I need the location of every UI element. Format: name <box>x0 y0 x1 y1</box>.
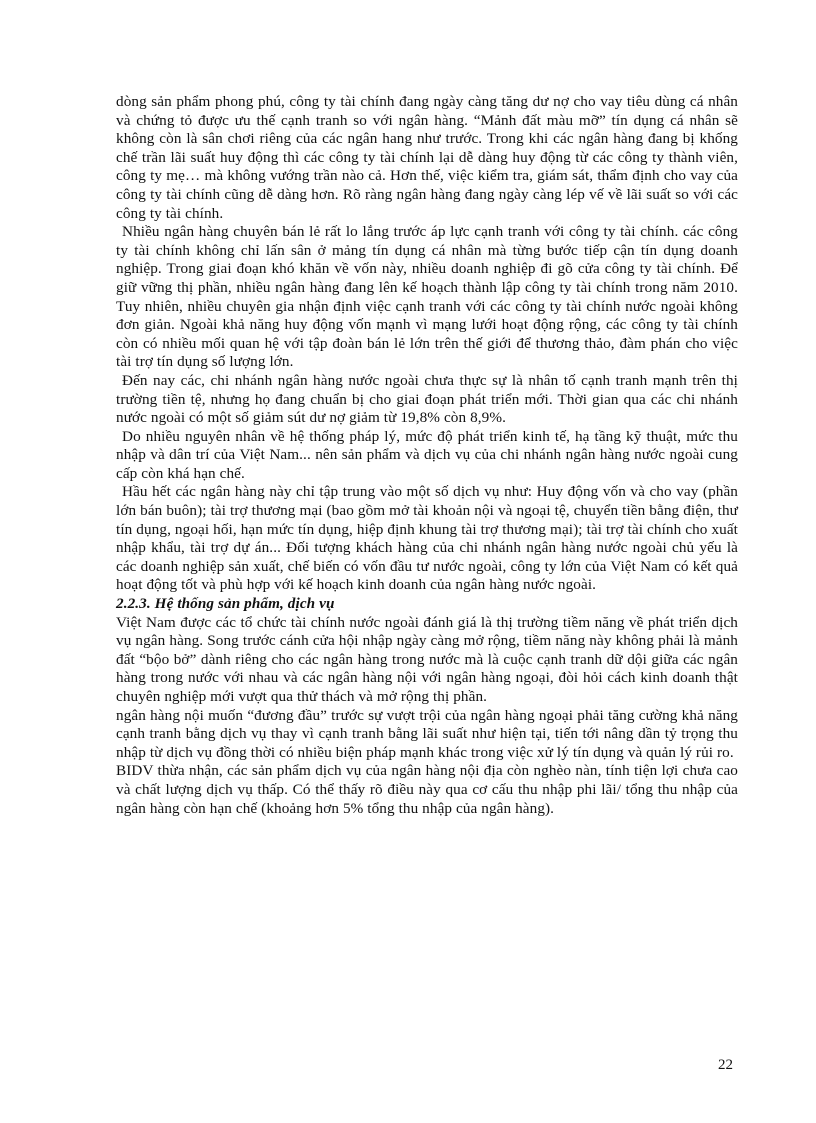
paragraph-4: Do nhiều nguyên nhân về hệ thống pháp lý, mức độ phát triển kinh tế, hạ tầng kỹ thuật, mức thu nhập và dân trí của Việt Nam... nên sản phẩm và dịch vụ của chi nhánh ngân hàng nước ngoài cung cấp còn khá hạn chế. <box>116 427 738 482</box>
paragraph-5: Hầu hết các ngân hàng này chỉ tập trung vào một số dịch vụ như: Huy động vốn và cho vay (phần lớn bán buôn); tài trợ thương mại (bao gồm mở tài khoản nội và ngoại tệ, chuyển tiền bằng điện, thư tín dụng, ngoại hối, hạn mức tín dụng, hiệp định khung tài trợ thương mại); tài trợ tài chính cho xuất nhập khẩu, tài trợ dự án... Đối tượng khách hàng của chi nhánh ngân hàng nước ngoài chủ yếu là các doanh nghiệp sản xuất, chế biến có vốn đầu tư nước ngoài, công ty lớn của Việt Nam có kết quả hoạt động tốt và phù hợp với kế hoạch kinh doanh của ngân hàng nước ngoài. <box>116 483 738 594</box>
section-heading: 2.2.3. Hệ thống sản phẩm, dịch vụ <box>116 595 335 613</box>
document-body <box>116 93 738 818</box>
page-number: 22 <box>718 1057 733 1073</box>
section-paragraph-1: Việt Nam được các tổ chức tài chính nước ngoài đánh giá là thị trường tiềm năng về phát triển dịch vụ ngân hàng. Song trước cánh cửa hội nhập ngày càng mở rộng, tiềm năng này không phải là mảnh đất “bộo bở” dành riêng cho các ngân hàng trong nước mà là cuộc cạnh tranh dữ dội giữa các ngân hàng trong nước với nhau và các ngân hàng nội với ngân hàng ngoại, đòi hỏi cách kinh doanh thật chuyên nghiệp mới vượt qua thử thách và mở rộng thị phần. <box>116 613 738 705</box>
section-paragraph-3: BIDV thừa nhận, các sản phẩm dịch vụ của ngân hàng nội địa còn nghèo nàn, tính tiện lợi chưa cao và chất lượng dịch vụ thấp. Có thể thấy rõ điều này qua cơ cấu thu nhập phi lãi/ tổng thu nhập của ngân hàng còn hạn chế (khoảng hơn 5% tổng thu nhập của ngân hàng). <box>116 762 738 817</box>
paragraph-2: Nhiều ngân hàng chuyên bán lẻ rất lo lắng trước áp lực cạnh tranh với công ty tài chính. các công ty tài chính không chỉ lấn sân ở mảng tín dụng cá nhân mà từng bước tiếp cận tín dụng doanh nghiệp. Trong giai đoạn khó khăn về vốn này, nhiều doanh nghiệp đi gõ cửa công ty tài chính. Để giữ vững thị phần, nhiều ngân hàng đang lên kế hoạch thành lập công ty tài chính trong năm 2010. Tuy nhiên, nhiều chuyên gia nhận định việc cạnh tranh với các công ty tài chính nước ngoài không đơn giản. Ngoài khả năng huy động vốn mạnh vì mạng lưới hoạt động rộng, các công ty tài chính còn có nhiều mối quan hệ với tập đoàn bán lẻ lớn trên thế giới để thương thảo, đàm phán cho việc tài trợ tín dụng số lượng lớn. <box>116 223 738 371</box>
paragraph-3: Đến nay các, chi nhánh ngân hàng nước ngoài chưa thực sự là nhân tố cạnh tranh mạnh trên thị trường tiền tệ, nhưng họ đang chuẩn bị cho giai đoạn phát triển mới. Thời gian qua các chi nhánh nước ngoài có một số giảm sút dư nợ giảm từ 19,8% còn 8,9%. <box>116 371 738 427</box>
paragraph-1: dòng sản phẩm phong phú, công ty tài chính đang ngày càng tăng dư nợ cho vay tiêu dùng cá nhân và chứng tỏ được ưu thế cạnh tranh so với ngân hàng. “Mảnh đất màu mỡ” tín dụng cá nhân sẽ không còn là sân chơi riêng của các ngân hang như trước. Trong khi các ngân hàng đang bị khống chế trần lãi suất huy động thì các công ty tài chính lại dễ dàng huy động từ các công ty thành viên, công ty mẹ… mà không vướng trần nào cả. Hơn thế, việc kiểm tra, giám sát, thẩm định cho vay của công ty tài chính cũng dễ dàng hơn. Rõ ràng ngân hàng đang ngày càng lép vế về lãi suất so với các công ty tài chính. <box>116 93 738 222</box>
section-paragraph-2: ngân hàng nội muốn “đương đầu” trước sự vượt trội của ngân hàng ngoại phải tăng cường khả năng cạnh tranh bằng dịch vụ thay vì cạnh tranh bằng lãi suất như hiện tại, tiến tới nâng dần tỷ trọng thu nhập từ dịch vụ đồng thời có nhiều biện pháp mạnh khác trong việc xử lý tín dụng và quản lý rủi ro. <box>116 706 738 761</box>
